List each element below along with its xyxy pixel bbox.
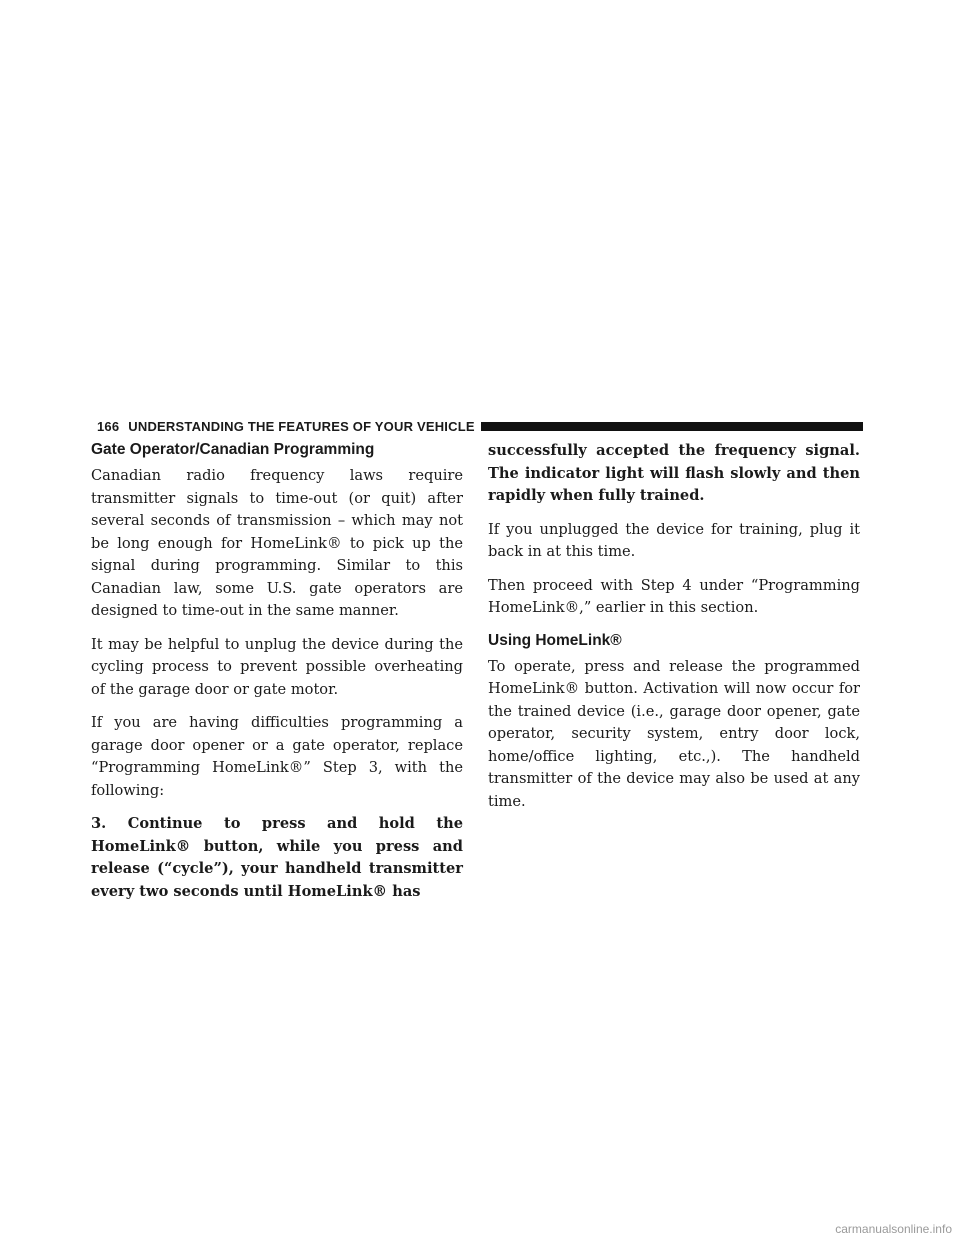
paragraph-step-4: Then proceed with Step 4 under “Programming HomeLink®,” earlier in this section. <box>488 576 860 616</box>
paragraph-difficulties: If you are having difficulties programming a garage door opener or a gate operator, replace “Programming HomeLink®” Step 3, with the following: <box>91 714 463 799</box>
step-3-instruction: 3. Continue to press and hold the HomeLink® button, while you press and release (“cycle”), your handheld transmitter every two seconds until HomeLink® has <box>91 815 463 900</box>
paragraph-unplug: It may be helpful to unplug the device during the cycling process to prevent possible overheating of the garage door or gate motor. <box>91 635 463 698</box>
page-number: 166 <box>97 418 120 434</box>
header-rule <box>481 422 863 431</box>
heading-gate-operator: Gate Operator/Canadian Programming <box>91 441 375 458</box>
left-column <box>91 440 463 914</box>
right-column <box>488 440 860 824</box>
paragraph-canadian-law: Canadian radio frequency laws require transmitter signals to time-out (or quit) after several seconds of transmission – which may not be long enough for HomeLink® to pick up the signal during programming. Similar to this Canadian law, some U.S. gate operators are designed to time-out in the same manner. <box>91 467 463 619</box>
heading-using-homelink: Using HomeLink® <box>488 631 622 649</box>
page-header <box>97 416 863 436</box>
section-title: UNDERSTANDING THE FEATURES OF YOUR VEHICLE <box>128 418 475 434</box>
paragraph-operate: To operate, press and release the programmed HomeLink® button. Activation will now occur for the trained device (i.e., garage door opener, gate operator, security system, entry door lock, home/office lighting, etc.,). The handheld transmitter of the device may also be used at any time. <box>488 657 860 810</box>
step-3-continuation: successfully accepted the frequency signal. The indicator light will flash slowly and then rapidly when fully trained. <box>488 442 860 504</box>
watermark: carmanualsonline.info <box>835 1222 952 1236</box>
paragraph-plug-back: If you unplugged the device for training, plug it back in at this time. <box>488 520 860 560</box>
